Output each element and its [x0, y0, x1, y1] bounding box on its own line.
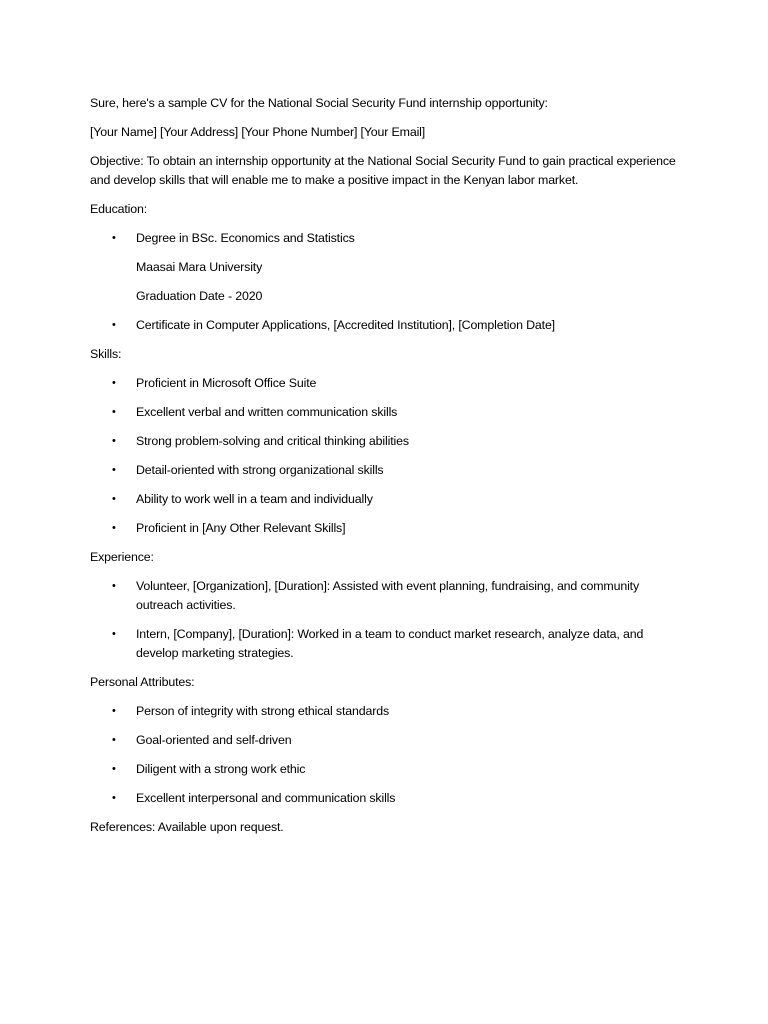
bullet-icon: •	[112, 406, 116, 418]
attribute-text: Goal-oriented and self-driven	[136, 733, 292, 747]
attribute-text: Diligent with a strong work ethic	[136, 762, 306, 776]
list-item	[90, 789, 688, 808]
list-item	[90, 461, 688, 480]
attributes-list	[90, 702, 688, 808]
list-item	[90, 702, 688, 721]
skill-text: Excellent verbal and written communication skills	[136, 405, 398, 419]
bullet-icon: •	[112, 319, 116, 331]
education-heading: Education:	[90, 202, 148, 216]
attributes-heading: Personal Attributes:	[90, 675, 195, 689]
skill-text: Proficient in Microsoft Office Suite	[136, 376, 317, 390]
skill-text: Detail-oriented with strong organizational skills	[136, 463, 384, 477]
education-item-certificate	[90, 316, 688, 335]
experience-text: Volunteer, [Organization], [Duration]: Assisted with event planning, fundraising, and community outreach activities.	[136, 579, 640, 612]
bullet-icon: •	[112, 493, 116, 505]
intro-text: Sure, here's a sample CV for the National Social Security Fund internship opportunity:	[90, 96, 548, 110]
skill-text: Strong problem-solving and critical thinking abilities	[136, 434, 409, 448]
bullet-icon: •	[112, 435, 116, 447]
bullet-icon: •	[112, 580, 116, 592]
education-item-degree	[90, 229, 688, 248]
contact-line: [Your Name] [Your Address] [Your Phone Number] [Your Email]	[90, 125, 426, 139]
experience-list	[90, 577, 688, 663]
education-university: Maasai Mara University	[136, 260, 263, 274]
bullet-icon: •	[112, 232, 116, 244]
education-degree: Degree in BSc. Economics and Statistics	[136, 231, 355, 245]
bullet-icon: •	[112, 377, 116, 389]
list-item	[90, 374, 688, 393]
list-item	[90, 403, 688, 422]
list-item	[90, 432, 688, 451]
list-item	[90, 731, 688, 750]
bullet-icon: •	[112, 792, 116, 804]
education-graduation: Graduation Date - 2020	[136, 289, 263, 303]
list-item	[90, 490, 688, 509]
bullet-icon: •	[112, 763, 116, 775]
experience-heading: Experience:	[90, 550, 154, 564]
education-certificate: Certificate in Computer Applications, [Accredited Institution], [Completion Date]	[136, 318, 555, 332]
bullet-icon: •	[112, 522, 116, 534]
attribute-text: Excellent interpersonal and communication skills	[136, 791, 396, 805]
experience-text: Intern, [Company], [Duration]: Worked in a team to conduct market research, analyze data, and develop marketing strategies.	[136, 627, 644, 660]
list-item	[90, 519, 688, 538]
skills-list	[90, 374, 688, 538]
skills-heading: Skills:	[90, 347, 122, 361]
skill-text: Ability to work well in a team and individually	[136, 492, 373, 506]
attribute-text: Person of integrity with strong ethical standards	[136, 704, 389, 718]
list-item	[90, 577, 688, 615]
education-list	[90, 229, 688, 248]
references-line: References: Available upon request.	[90, 820, 284, 834]
objective-paragraph: Objective: To obtain an internship opportunity at the National Social Security Fund to gain practical experience and develop skills that will enable me to make a positive impact in the Kenyan labor market.	[90, 154, 676, 187]
bullet-icon: •	[112, 628, 116, 640]
skill-text: Proficient in [Any Other Relevant Skills]	[136, 521, 346, 535]
bullet-icon: •	[112, 705, 116, 717]
bullet-icon: •	[112, 734, 116, 746]
list-item	[90, 625, 688, 663]
education-list-2	[90, 316, 688, 335]
bullet-icon: •	[112, 464, 116, 476]
list-item	[90, 760, 688, 779]
